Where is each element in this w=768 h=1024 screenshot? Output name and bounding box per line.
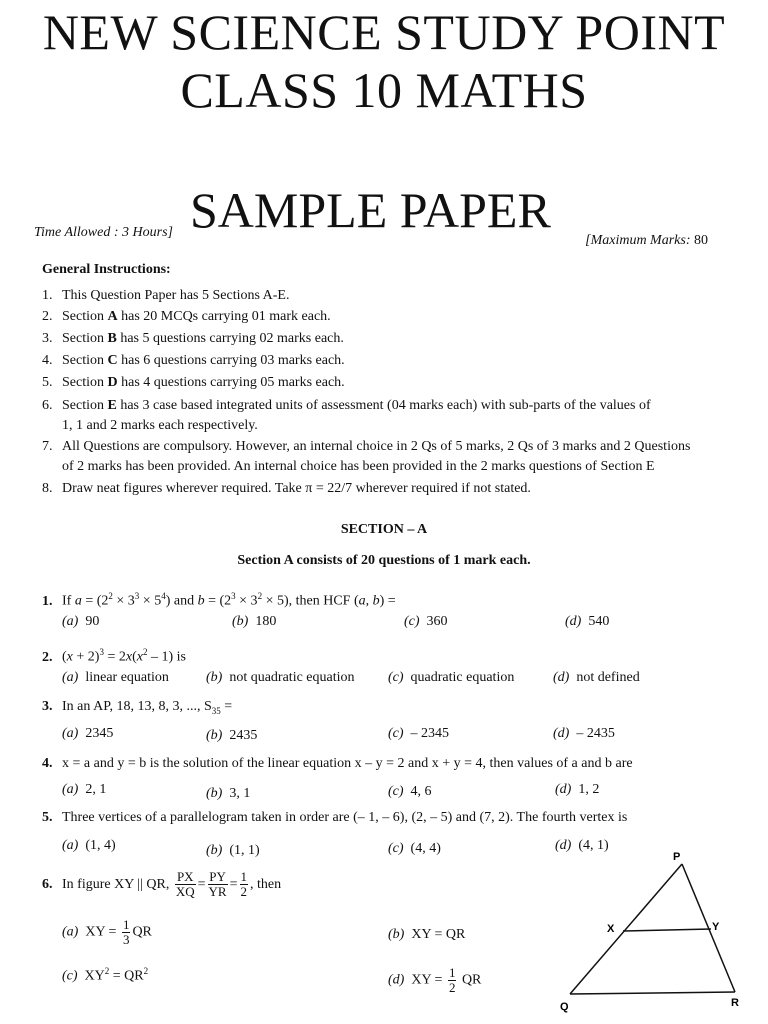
q2-option-a bbox=[62, 670, 169, 686]
instruction-text: Draw neat figures wherever required. Take π = 22/7 wherever required if not stated. bbox=[62, 481, 531, 496]
q1-option-c bbox=[404, 614, 448, 630]
question-text: In figure XY || QR, bbox=[62, 877, 170, 892]
question-3 bbox=[42, 697, 232, 721]
option-label: (b) bbox=[232, 614, 249, 629]
option-label: (a) bbox=[62, 782, 79, 797]
instruction-4 bbox=[42, 351, 732, 371]
question-number: 6. bbox=[42, 877, 53, 892]
instruction-section-letter: D bbox=[107, 375, 118, 390]
fraction-numerator: 1 bbox=[240, 869, 248, 885]
option-value: not quadratic equation bbox=[229, 670, 355, 685]
fraction-numerator: PY bbox=[209, 869, 226, 885]
option-label: (d) bbox=[553, 726, 570, 741]
question-text: is bbox=[176, 649, 186, 665]
label-x: X bbox=[607, 923, 615, 935]
fraction-px-xq bbox=[175, 870, 196, 899]
option-label: (d) bbox=[555, 782, 572, 797]
side-qr bbox=[570, 992, 735, 994]
fraction-denominator: YR bbox=[208, 884, 227, 900]
instruction-number: 4. bbox=[42, 353, 53, 368]
q4-option-a bbox=[62, 782, 106, 798]
option-value: (4, 1) bbox=[578, 838, 609, 853]
q5-option-b bbox=[206, 843, 260, 859]
option-label: (a) bbox=[62, 924, 79, 940]
instruction-5 bbox=[42, 373, 732, 393]
option-label: (b) bbox=[206, 670, 223, 685]
instruction-number: 2. bbox=[42, 309, 53, 324]
segment-xy bbox=[623, 929, 711, 931]
option-value: not defined bbox=[576, 670, 640, 685]
fraction-denominator: 3 bbox=[122, 932, 130, 947]
fraction-one-half bbox=[240, 870, 249, 899]
option-label: (b) bbox=[206, 786, 223, 801]
option-label: (d) bbox=[565, 614, 582, 629]
instruction-text: Section bbox=[62, 309, 108, 324]
instruction-7 bbox=[42, 437, 732, 477]
q1-option-d bbox=[565, 614, 609, 630]
option-value: linear equation bbox=[85, 670, 169, 685]
instruction-number: 5. bbox=[42, 375, 53, 390]
label-q: Q bbox=[560, 1001, 569, 1013]
q2-option-c bbox=[388, 670, 514, 686]
q3-option-a bbox=[62, 726, 113, 742]
question-6: 6. In figure XY || QR, $\frac{PX}{XQ}$ = $\frac{PY}{YR}$ = $\frac{1}{2}$ , then bbox=[42, 869, 282, 900]
q2-option-b bbox=[206, 670, 355, 686]
side-pr bbox=[682, 864, 735, 992]
option-value: 180 bbox=[255, 614, 277, 629]
instruction-continuation: of 2 marks has been provided. An internal choice has been provided in the 2 marks questions of Section E bbox=[62, 459, 655, 474]
instruction-text: has 20 MCQs carrying 01 mark each. bbox=[117, 309, 331, 324]
option-value: 4, 6 bbox=[410, 784, 432, 799]
section-a-title: SECTION – A bbox=[340, 522, 428, 537]
instruction-text: Section bbox=[62, 398, 108, 413]
question-2: 2. $(x + 2)^3 = 2x(x^2 - 1)$ is bbox=[42, 642, 186, 668]
instruction-number: 1. bbox=[42, 288, 53, 303]
instruction-text: All Questions are compulsory. However, an internal choice in 2 Qs of 5 marks, 2 Qs of 3 marks and 2 Questions bbox=[62, 439, 691, 454]
question-text: In an AP, 18, 13, 8, 3, ..., S bbox=[62, 699, 212, 714]
instruction-text: This Question Paper has 5 Sections A-E. bbox=[62, 288, 290, 303]
question-5 bbox=[42, 808, 627, 828]
option-value: 540 bbox=[588, 614, 610, 629]
q6-option-a: (a) XY = $\frac{1}{3}$ QR bbox=[62, 917, 152, 947]
option-value: (1, 1) bbox=[229, 843, 260, 858]
option-label: (c) bbox=[388, 726, 404, 741]
section-a-subtitle: Section A consists of 20 questions of 1 mark each. bbox=[237, 553, 531, 568]
option-value: 90 bbox=[85, 614, 100, 629]
q3-option-b bbox=[206, 728, 257, 744]
option-value: 3, 1 bbox=[229, 786, 251, 801]
instruction-8 bbox=[42, 479, 732, 499]
instruction-section-letter: A bbox=[107, 309, 118, 324]
header-sample-paper: SAMPLE PAPER bbox=[190, 182, 551, 238]
q6-option-c: (c) $XY^2 = QR^2$ bbox=[62, 966, 149, 984]
q1-option-a bbox=[62, 614, 99, 630]
fraction-one-half-option bbox=[448, 966, 457, 995]
instruction-number: 8. bbox=[42, 481, 53, 496]
q6-option-b bbox=[388, 927, 465, 943]
option-label: (c) bbox=[62, 968, 78, 984]
fraction-py-yr bbox=[208, 870, 228, 899]
q5-option-a bbox=[62, 838, 116, 854]
option-label: (b) bbox=[206, 843, 223, 858]
label-r: R bbox=[731, 997, 739, 1009]
q4-option-c bbox=[388, 784, 432, 800]
q1-option-b bbox=[232, 614, 276, 630]
instruction-number: 6. bbox=[42, 398, 53, 413]
instruction-2 bbox=[42, 307, 732, 327]
q6-option-d: (d) XY = $\frac{1}{2}$ QR bbox=[388, 965, 482, 995]
instruction-1 bbox=[42, 286, 732, 306]
instruction-text: Section bbox=[62, 375, 108, 390]
instruction-6 bbox=[42, 396, 732, 436]
question-number: 5. bbox=[42, 810, 53, 825]
option-value: quadratic equation bbox=[410, 670, 515, 685]
maximum-marks-label: [Maximum Marks: bbox=[585, 233, 691, 248]
question-text: = bbox=[220, 699, 233, 714]
maximum-marks-value: 80 bbox=[694, 233, 708, 248]
fraction-denominator: 2 bbox=[448, 980, 456, 995]
option-value: 360 bbox=[426, 614, 448, 629]
q2-option-d bbox=[553, 670, 640, 686]
fraction-numerator: 1 bbox=[448, 965, 456, 980]
option-value: 2, 1 bbox=[85, 782, 107, 797]
question-text: , then bbox=[250, 877, 282, 892]
option-value: 2435 bbox=[229, 728, 258, 743]
option-value: – 2345 bbox=[410, 726, 450, 741]
instruction-text: has 4 questions carrying 05 marks each. bbox=[117, 375, 345, 390]
option-label: (d) bbox=[553, 670, 570, 685]
question-number: 1. bbox=[42, 593, 53, 609]
fraction-numerator: 1 bbox=[122, 917, 130, 932]
instruction-section-letter: B bbox=[107, 331, 117, 346]
fraction-numerator: PX bbox=[175, 870, 196, 885]
option-label: (a) bbox=[62, 670, 79, 685]
instruction-text: has 6 questions carrying 03 marks each. bbox=[117, 353, 345, 368]
option-value: 2345 bbox=[85, 726, 114, 741]
option-value: (4, 4) bbox=[410, 841, 441, 856]
option-label: (b) bbox=[388, 927, 405, 942]
instruction-section-letter: C bbox=[107, 353, 118, 368]
option-label: (c) bbox=[404, 614, 420, 629]
instruction-text: Section bbox=[62, 353, 108, 368]
option-label: (b) bbox=[206, 728, 223, 743]
q3-option-d bbox=[553, 726, 615, 742]
q4-option-d bbox=[555, 782, 599, 798]
instruction-continuation: 1, 1 and 2 marks each respectively. bbox=[62, 418, 258, 433]
label-y: Y bbox=[712, 921, 720, 933]
question-number: 4. bbox=[42, 756, 53, 771]
option-label: (a) bbox=[62, 726, 79, 741]
instruction-number: 3. bbox=[42, 331, 53, 346]
instruction-number: 7. bbox=[42, 439, 53, 454]
fraction-denominator: XQ bbox=[175, 884, 195, 900]
label-p: P bbox=[673, 851, 681, 863]
fraction-denominator: 2 bbox=[240, 884, 248, 900]
question-1: 1. If $a = (2^2 \times 3^3 \times 5^4)$ and $b = (2^3 \times 3^2 \times 5)$, then HCF (a, b) = bbox=[42, 586, 396, 612]
q5-option-c bbox=[388, 841, 441, 857]
option-value: 1, 2 bbox=[578, 782, 600, 797]
triangle-figure bbox=[555, 846, 755, 1016]
fraction-one-third bbox=[122, 918, 131, 947]
maximum-marks bbox=[585, 233, 708, 249]
instruction-text: Section bbox=[62, 331, 108, 346]
option-label: (d) bbox=[555, 838, 572, 853]
instruction-3 bbox=[42, 329, 732, 349]
option-value: (1, 4) bbox=[85, 838, 116, 853]
question-number: 2. bbox=[42, 649, 53, 665]
option-label: (a) bbox=[62, 838, 79, 853]
header-class: CLASS 10 MATHS bbox=[180, 62, 588, 118]
option-label: (a) bbox=[62, 614, 79, 629]
instruction-text: has 5 questions carrying 02 marks each. bbox=[116, 331, 344, 346]
question-number: 3. bbox=[42, 699, 53, 714]
option-value: – 2435 bbox=[576, 726, 615, 741]
question-text: Three vertices of a parallelogram taken in order are (– 1, – 6), (2, – 5) and (7, 2). The fourth vertex is bbox=[62, 810, 628, 825]
side-pq bbox=[570, 864, 682, 994]
q4-option-b bbox=[206, 786, 250, 802]
question-4 bbox=[42, 754, 633, 774]
option-label: (c) bbox=[388, 784, 404, 799]
option-label: (c) bbox=[388, 670, 404, 685]
question-subscript: 35 bbox=[211, 705, 221, 716]
question-text: x = a and y = b is the solution of the linear equation x – y = 2 and x + y = 4, then values of a and b are bbox=[62, 756, 633, 771]
header-title: NEW SCIENCE STUDY POINT bbox=[42, 4, 726, 60]
option-label: (d) bbox=[388, 972, 405, 988]
time-allowed: Time Allowed : 3 Hours] bbox=[34, 225, 173, 240]
instruction-text: has 3 case based integrated units of assessment (04 marks each) with sub-parts of the values of bbox=[116, 398, 651, 413]
instructions-title: General Instructions: bbox=[42, 262, 171, 277]
instruction-section-letter: E bbox=[107, 398, 117, 413]
option-value: XY = QR bbox=[411, 927, 466, 942]
q3-option-c bbox=[388, 726, 449, 742]
option-label: (c) bbox=[388, 841, 404, 856]
